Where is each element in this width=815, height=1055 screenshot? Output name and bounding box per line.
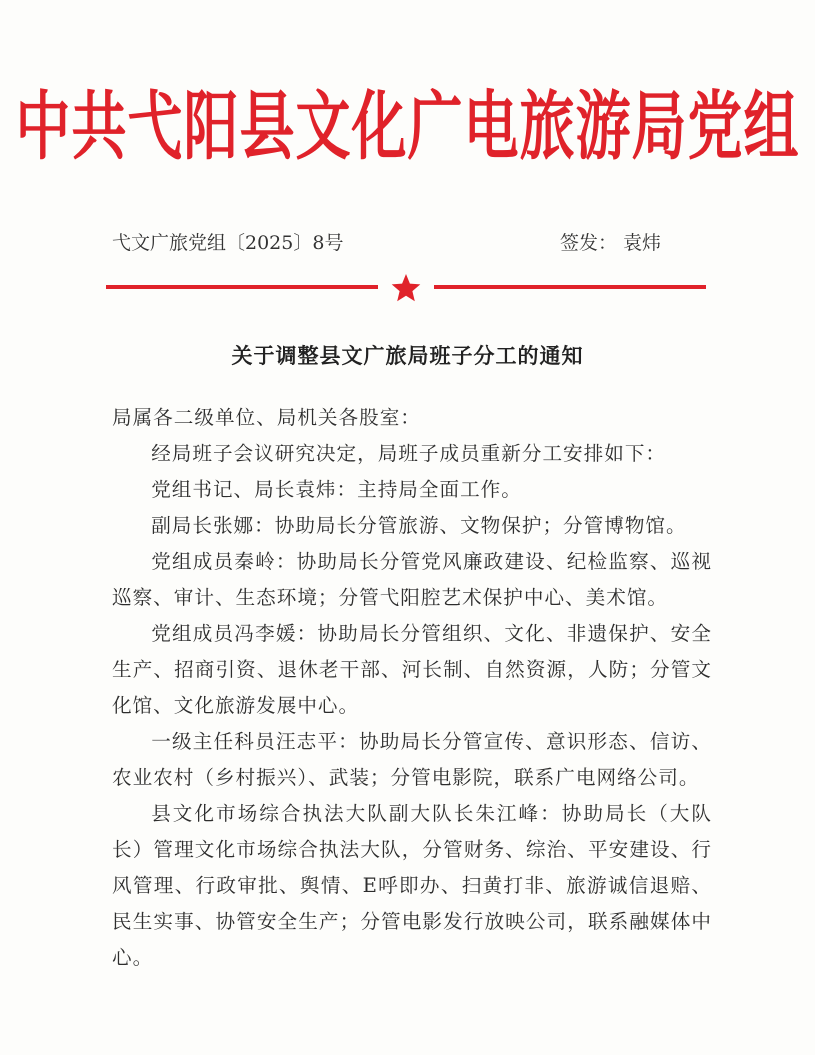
- body-paragraph: 一级主任科员汪志平：协助局长分管宣传、意识形态、信访、农业农村（乡村振兴）、武装；分管电影院，联系广电网络公司。: [112, 730, 712, 789]
- body-paragraph: 副局长张娜：协助局长分管旅游、文物保护；分管博物馆。: [151, 514, 687, 537]
- divider-line-left: [106, 285, 378, 289]
- star-icon: [392, 274, 421, 301]
- body-paragraph: 党组书记、局长袁炜：主持局全面工作。: [151, 478, 522, 501]
- red-divider-with-star: [106, 272, 706, 302]
- document-number: 弋文广旅党组〔2025〕8号: [112, 232, 344, 254]
- divider-line-right: [434, 285, 706, 289]
- body-paragraph: 县文化市场综合执法大队副大队长朱江峰：协助局长（大队长）管理文化市场综合执法大队，分管财务、综治、平安建设、行风管理、行政审批、舆情、E呼即办、扫黄打非、旅游诚信退赔、民生实事、协管安全生产；分管电影发行放映公司，联系融媒体中心。: [112, 802, 712, 969]
- body-paragraph: 经局班子会议研究决定，局班子成员重新分工安排如下：: [151, 442, 667, 465]
- body-paragraph: 党组成员秦岭：协助局长分管党风廉政建设、纪检监察、巡视巡察、审计、生态环境；分管弋阳腔艺术保护中心、美术馆。: [112, 550, 712, 609]
- signer-label: 签发：: [560, 232, 618, 254]
- salutation: 局属各二级单位、局机关各股室：: [112, 406, 421, 429]
- notice-body: [112, 400, 712, 976]
- signer-name: 袁炜: [623, 232, 662, 254]
- body-paragraph: 党组成员冯李媛：协助局长分管组织、文化、非遗保护、安全生产、招商引资、退休老干部、河长制、自然资源，人防；分管文化馆、文化旅游发展中心。: [112, 622, 712, 717]
- signer-line: [560, 228, 667, 255]
- notice-title: 关于调整县文广旅局班子分工的通知: [231, 343, 584, 368]
- issuing-organization-header: 中共弋阳县文化广电旅游局党组: [15, 83, 800, 170]
